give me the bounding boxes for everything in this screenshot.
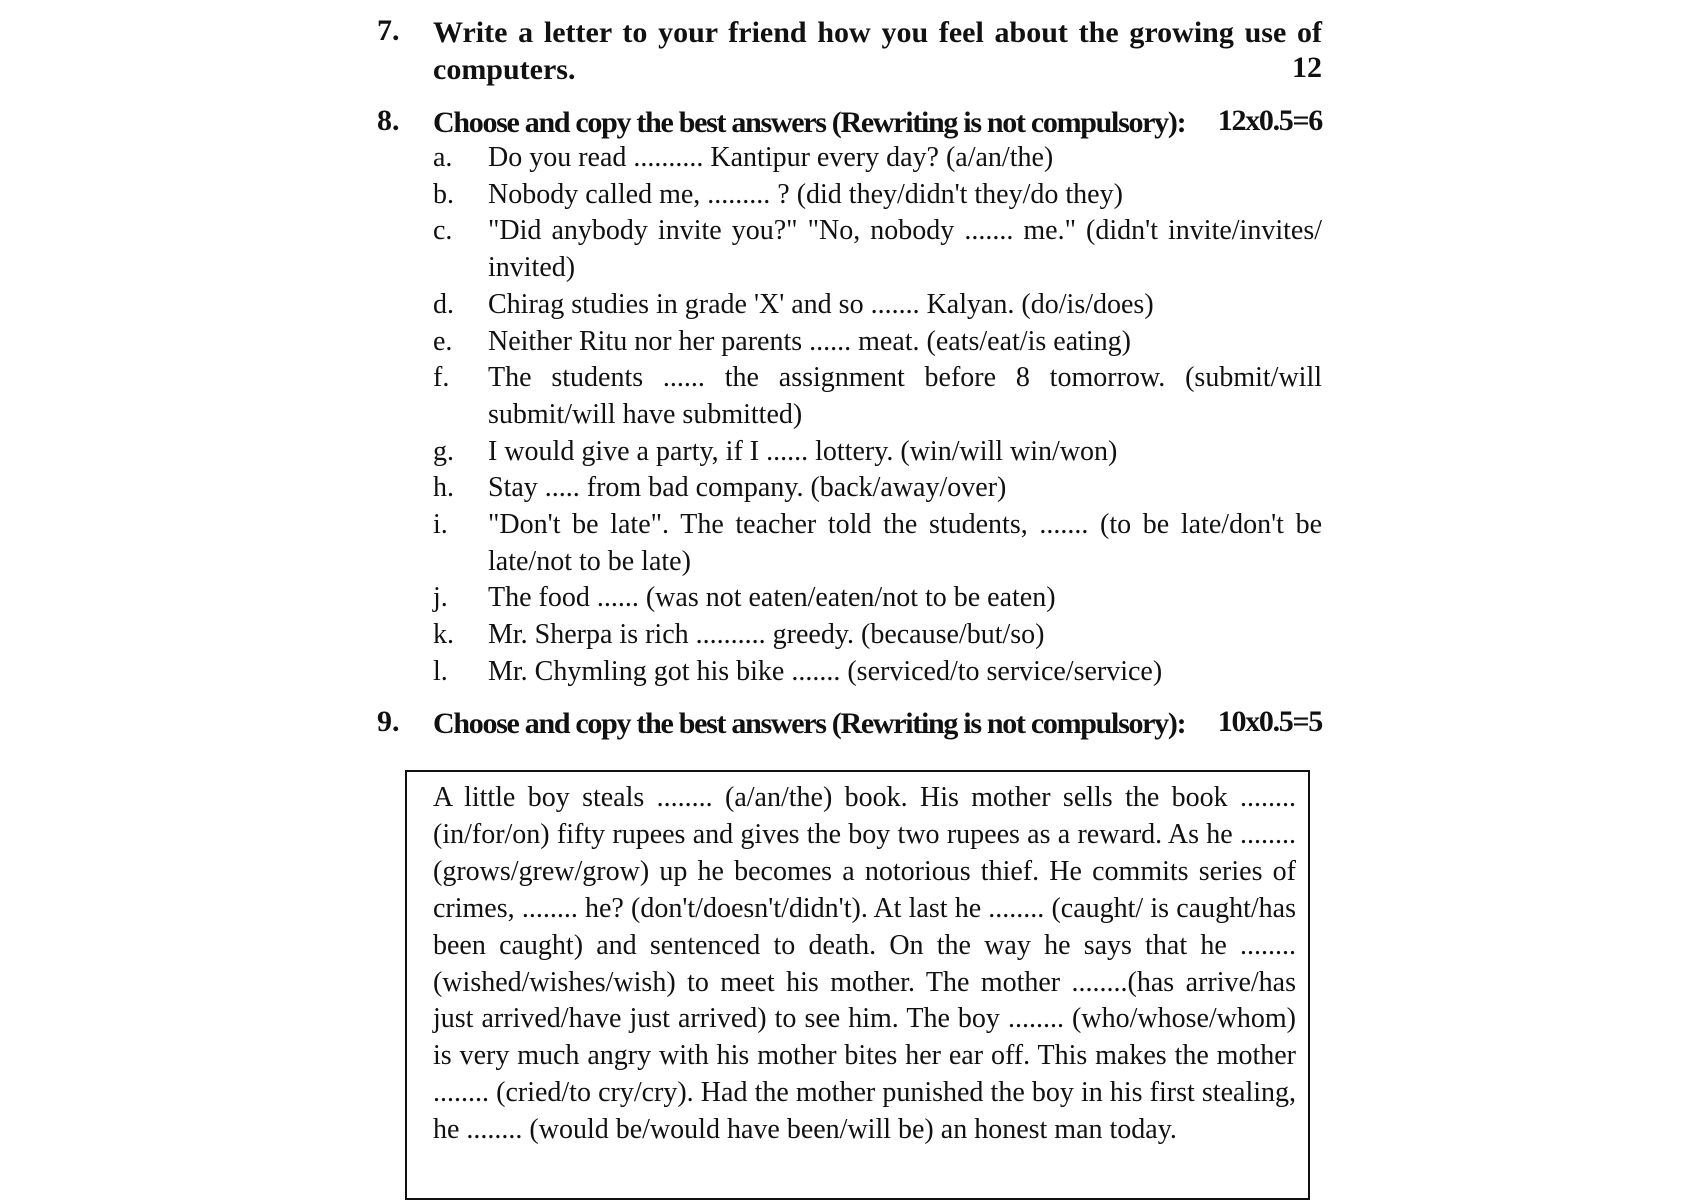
question-8-items (433, 140, 1322, 691)
item-text: Nobody called me, ......... ? (did they/didn't they/do they) (488, 178, 1123, 210)
list-item (433, 360, 1322, 433)
item-text: Stay ..... from bad company. (back/away/over) (488, 472, 1007, 504)
question-marks: 10x0.5=5 (1217, 705, 1322, 738)
item-text: I would give a party, if I ...... lottery. (win/will win/won) (488, 435, 1118, 467)
item-text: "Did anybody invite you?" "No, nobody ....... me." (didn't invite/invites/ invited) (488, 215, 1322, 284)
list-item (433, 287, 1322, 324)
list-item (433, 434, 1322, 471)
item-text: The students ...... the assignment before 8 tomorrow. (submit/will submit/will have submitted) (488, 362, 1322, 430)
item-letter: f. (433, 362, 450, 394)
item-letter: c. (433, 215, 453, 247)
item-letter: b. (433, 178, 454, 210)
list-item (433, 140, 1322, 177)
item-text: Neither Ritu nor her parents ...... meat. (eats/eat/is eating) (488, 325, 1132, 357)
question-marks: 12 (1292, 51, 1322, 84)
question-9 (377, 705, 1322, 745)
question-number: 7. (377, 14, 400, 47)
item-letter: g. (433, 435, 454, 467)
item-letter: k. (433, 619, 454, 651)
item-letter: a. (433, 142, 453, 173)
question-text: Write a letter to your friend how you feel about the growing use of computers. (433, 16, 1322, 86)
question-text: Choose and copy the best answers (Rewriting is not compulsory): (433, 106, 1186, 139)
item-text: Chirag studies in grade 'X' and so ....... Kalyan. (do/is/does) (488, 288, 1154, 320)
passage-box (405, 770, 1310, 1200)
list-item (433, 617, 1322, 654)
item-letter: h. (433, 472, 454, 504)
list-item (433, 507, 1322, 580)
item-letter: e. (433, 325, 453, 357)
question-text: Choose and copy the best answers (Rewriting is not compulsory): (433, 707, 1186, 740)
item-letter: l. (433, 655, 448, 687)
question-number: 9. (377, 705, 400, 738)
list-item (433, 324, 1322, 361)
list-item (433, 470, 1322, 507)
item-letter: i. (433, 509, 448, 541)
question-number: 8. (377, 104, 400, 137)
list-item (433, 177, 1322, 214)
item-text: Do you read .......... Kantipur every day? (a/an/the) (488, 142, 1054, 173)
question-8 (377, 104, 1322, 144)
question-marks: 12x0.5=6 (1217, 104, 1322, 137)
list-item (433, 580, 1322, 617)
item-letter: d. (433, 288, 454, 320)
question-7 (377, 14, 1322, 90)
list-item (433, 213, 1322, 286)
item-text: Mr. Sherpa is rich .......... greedy. (because/but/so) (488, 619, 1045, 651)
item-text: The food ...... (was not eaten/eaten/not to be eaten) (488, 582, 1056, 614)
item-letter: j. (433, 582, 448, 614)
passage-text: A little boy steals ........ (a/an/the) book. His mother sells the book ........ (in/for/on) fifty rupees and gives the boy two rupees as a reward. As he ........(grows/grew/grow) up he becomes a notorious thief. He commits series of crimes, ........ he? (don't/doesn't/didn't). At last he ........ (caught/ is caught/has been caught) and sentenced to death. On the way he says that he ........(wished/wishes/wish) to meet his mother. The mother ........(has arrive/has just arrived/have just arrived) to see him. The boy ........ (who/whose/whom) is very much angry with his mother bites her ear off. This makes the mother ........ (cried/to cry/cry). Had the mother punished the boy in his first stealing, he ........ (would be/would have been/will be) an honest man today. (433, 782, 1296, 1146)
item-text: "Don't be late". The teacher told the students, ....... (to be late/don't be late/not to be late) (488, 509, 1322, 577)
item-text: Mr. Chymling got his bike ....... (serviced/to service/service) (488, 655, 1163, 687)
list-item (433, 654, 1322, 691)
